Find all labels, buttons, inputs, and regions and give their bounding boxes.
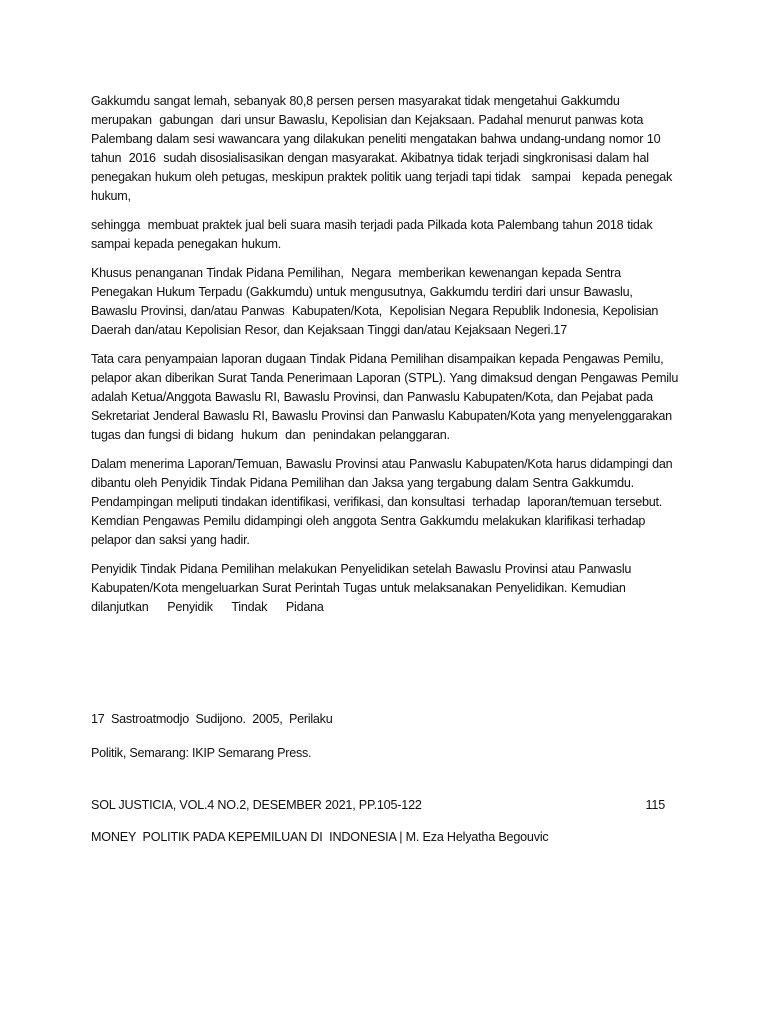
footnote-line-2: Politik, Semarang: IKIP Semarang Press. xyxy=(91,746,312,760)
page-number: 115 xyxy=(645,798,665,812)
journal-footer-line xyxy=(91,796,665,815)
footnote xyxy=(91,710,681,778)
paragraph-2: sehingga membuat praktek jual beli suara masih terjadi pada Pilkada kota Palembang tahun 2018 tidak sampai kepada penegakan hukum. xyxy=(91,218,657,251)
paragraph-5: Dalam menerima Laporan/Temuan, Bawaslu Provinsi atau Panwaslu Kabupaten/Kota harus didampingi dan dibantu oleh Penyidik Tindak Pidana Pemilihan dan Jaksa yang tergabung dalam Sentra Gakkumdu. Pendampingan meliputi tindakan identifikasi, verifikasi, dan konsultasi terhadap laporan/temuan tersebut. Kemdian Pengawas Pemilu didampingi oleh anggota Sentra Gakkumdu melakukan klarifikasi terhadap pelapor dan saksi yang hadir. xyxy=(91,457,677,547)
article-title-footer: MONEY POLITIK PADA KEPEMILUAN DI INDONESIA | M. Eza Helyatha Begouvic xyxy=(91,830,549,844)
paragraph-3: Khusus penanganan Tindak Pidana Pemilihan, Negara memberikan kewenangan kepada Sentra Penegakan Hukum Terpadu (Gakkumdu) untuk mengusutnya, Gakkumdu terdiri dari unsur Bawaslu, Bawaslu Provinsi, dan/atau Panwas Kabupaten/Kota, Kepolisian Negara Republik Indonesia, Kepolisian Daerah dan/atau Kepolisian Resor, dan Kejaksaan Tinggi dan/atau Kejaksaan Negeri.17 xyxy=(91,266,662,337)
journal-citation: SOL JUSTICIA, VOL.4 NO.2, DESEMBER 2021, PP.105-122 xyxy=(91,798,422,812)
paragraph-4: Tata cara penyampaian laporan dugaan Tindak Pidana Pemilihan disampaikan kepada Pengawas Pemilu, pelapor akan diberikan Surat Tanda Penerimaan Laporan (STPL). Yang dimaksud dengan Pengawas Pemilu adalah Ketua/Anggota Bawaslu RI, Bawaslu Provinsi, dan Panwaslu Kabupaten/Kota, dan Pejabat pada Sekretariat Jenderal Bawaslu RI, Bawaslu Provinsi dan Panwaslu Kabupaten/Kota yang menyelenggarakan tugas dan fungsi di bidang hukum dan penindakan pelanggaran. xyxy=(91,352,682,442)
paragraph-1: Gakkumdu sangat lemah, sebanyak 80,8 persen persen masyarakat tidak mengetahui Gakkumdu merupakan gabungan dari unsur Bawaslu, Kepolisian dan Kejaksaan. Padahal menurut panwas kota Palembang dalam sesi wawancara yang dilakukan peneliti mengatakan bahwa undang-undang nomor 10 tahun 2016 sudah disosialisasikan dengan masyarakat. Akibatnya tidak terjadi singkronisasi dalam hal penegakan hukum oleh petugas, meskipun praktek politik uang terjadi tapi tidak sampai kepada penegak hukum, xyxy=(91,94,684,203)
footnote-line-1: 17 Sastroatmodjo Sudijono. 2005, Perilaku xyxy=(91,712,333,726)
running-footer xyxy=(91,796,665,847)
paragraph-6: Penyidik Tindak Pidana Pemilihan melakukan Penyelidikan setelah Bawaslu Provinsi atau Panwaslu Kabupaten/Kota mengeluarkan Surat Perintah Tugas untuk melaksanakan Penyelidikan. Kemudian dilanjutkan Penyidik Tindak Pidana xyxy=(91,562,635,614)
body-text xyxy=(91,92,684,627)
